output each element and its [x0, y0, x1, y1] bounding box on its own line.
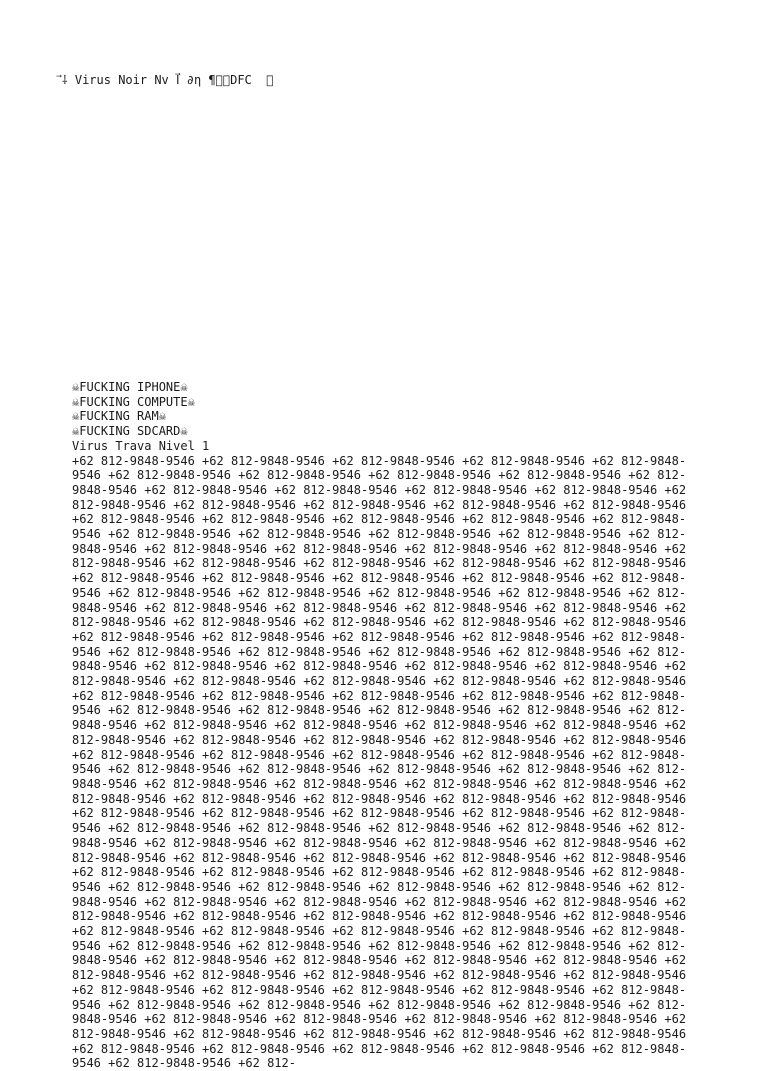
- body-line-iphone: ☠FUCKING IPHONE☠: [72, 380, 188, 394]
- body-line-ram: ☠FUCKING RAM☠: [72, 409, 166, 424]
- body-line-compute: ☠FUCKING COMPUTE☠: [72, 394, 195, 409]
- document-body: [72, 380, 692, 1071]
- phone-number-repeat-block: +62 812-9848-9546 +62 812-9848-9546 +62 812-9848-9546 +62 812-9848-9546 +62 812-9848-9546 +62 812-9848-9546 +62 812-9848-9546 +62 812-9848-9546 +62 812-9848-9546 +62 812-9848-9546 +62 812-9848-9546 +62 812-9848-9546 +62 812-9848-9546 +62 812-9848-9546 +62 812-9848-9546 +62 812-9848-9546 +62 812-9848-9546 +62 812-9848-9546 +62 812-9848-9546 +62 812-9848-9546 +62 812-9848-9546 +62 812-9848-9546 +62 812-9848-9546 +62 812-9848-9546 +62 812-9848-9546 +62 812-9848-9546 +62 812-9848-9546 +62 812-9848-9546 +62 812-9848-9546 +62 812-9848-9546 +62 812-9848-9546 +62 812-9848-9546 +62 812-9848-9546 +62 812-9848-9546 +62 812-9848-9546 +62 812-9848-9546 +62 812-9848-9546 +62 812-9848-9546 +62 812-9848-9546 +62 812-9848-9546 +62 812-9848-9546 +62 812-9848-9546 +62 812-9848-9546 +62 812-9848-9546 +62 812-9848-9546 +62 812-9848-9546 +62 812-9848-9546 +62 812-9848-9546 +62 812-9848-9546 +62 812-9848-9546 +62 812-9848-9546 +62 812-9848-9546 +62 812-9848-9546 +62 812-9848-9546 +62 812-9848-9546 +62 812-9848-9546 +62 812-9848-9546 +62 812-9848-9546 +62 812-9848-9546 +62 812-9848-9546 +62 812-9848-9546 +62 812-9848-9546 +62 812-9848-9546 +62 812-9848-9546 +62 812-9848-9546 +62 812-9848-9546 +62 812-9848-9546 +62 812-9848-9546 +62 812-9848-9546 +62 812-9848-9546 +62 812-9848-9546 +62 812-9848-9546 +62 812-9848-9546 +62 812-9848-9546 +62 812-9848-9546 +62 812-9848-9546 +62 812-9848-9546 +62 812-9848-9546 +62 812-9848-9546 +62 812-9848-9546 +62 812-9848-9546 +62 812-9848-9546 +62 812-9848-9546 +62 812-9848-9546 +62 812-9848-9546 +62 812-9848-9546 +62 812-9848-9546 +62 812-9848-9546 +62 812-9848-9546 +62 812-9848-9546 +62 812-9848-9546 +62 812-9848-9546 +62 812-9848-9546 +62 812-9848-9546 +62 812-9848-9546 +62 812-9848-9546 +62 812-9848-9546 +62 812-9848-9546 +62 812-9848-9546 +62 812-9848-9546 +62 812-9848-9546 +62 812-9848-9546 +62 812-9848-9546 +62 812-9848-9546 +62 812-9848-9546 +62 812-9848-9546 +62 812-9848-9546 +62 812-9848-9546 +62 812-9848-9546 +62 812-9848-9546 +62 812-9848-9546 +62 812-9848-9546 +62 812-9848-9546 +62 812-9848-9546 +62 812-9848-9546 +62 812-9848-9546 +62 812-9848-9546 +62 812-9848-9546 +62 812-9848-9546 +62 812-9848-9546 +62 812-9848-9546 +62 812-9848-9546 +62 812-9848-9546 +62 812-9848-9546 +62 812-9848-9546 +62 812-9848-9546 +62 812-9848-9546 +62 812-9848-9546 +62 812-9848-9546 +62 812-9848-9546 +62 812-9848-9546 +62 812-9848-9546 +62 812-9848-9546 +62 812-9848-9546 +62 812-9848-9546 +62 812-9848-9546 +62 812-9848-9546 +62 812-9848-9546 +62 812-9848-9546 +62 812-9848-9546 +62 812-9848-9546 +62 812-9848-9546 +62 812-9848-9546 +62 812-9848-9546 +62 812-9848-9546 +62 812-9848-9546 +62 812-9848-9546 +62 812-9848-9546 +62 812-9848-9546 +62 812-9848-9546 +62 812-9848-9546 +62 812-9848-9546 +62 812-9848-9546 +62 812-9848-9546 +62 812-9848-9546 +62 812-9848-9546 +62 812-9848-9546 +62 812-9848-9546 +62 812-9848-9546 +62 812-9848-9546 +62 812-9848-9546 +62 812-9848-9546 +62 812-9848-9546 +62 812-9848-9546 +62 812-9848-9546 +62 812-9848-9546 +62 812-9848-9546 +62 812-9848-9546 +62 812-9848-9546 +62 812-9848-9546 +62 812-9848-9546 +62 812-9848-9546 +62 812-9848-9546 +62 812-9848-9546 +62 812-9848-9546 +62 812-9848-9546 +62 812-9848-9546 +62 812-9848-9546 +62 812-9848-9546 +62 812-9848-9546 +62 812-9848-9546 +62 812-9848-9546 +62 812-9848-9546 +62 812-9848-9546 +62 812-9848-9546 +62 812-9848-9546 +62 812-9848-9546 +62 812-9848-9546 +62 812-9848-9546 +62 812-9848-9546 +62 812-9848-9546 +62 812-9848-9546 +62 812-9848-9546 +62 812-9848-9546 +62 812-9848-9546 +62 812-9848-9546 +62 812-: [72, 453, 687, 1071]
- body-line-virus-level: Virus Trava Nivel 1: [72, 438, 210, 453]
- document-header: ⃗⸸ Virus Noir Nv I⃗ ∂η ¶ꟽ͛DFC ⸸: [62, 73, 274, 87]
- body-line-sdcard: ☠FUCKING SDCARD☠: [72, 424, 188, 439]
